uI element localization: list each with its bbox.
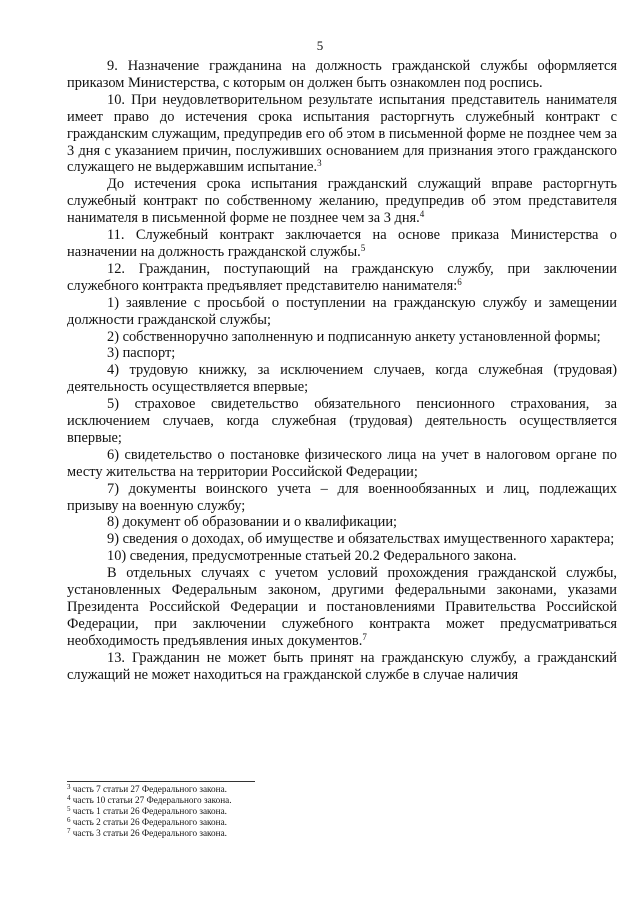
list-item-8: 8) документ об образовании и о квалификации; [107,514,398,531]
body-text [67,58,617,684]
footnote-ref: 3 [317,158,322,169]
footnote-6: $^6$ часть 2 статьи 26 Федерального закона. [67,816,227,827]
footnote-4: $^4$ часть 10 статьи 27 Федерального закона. [67,794,232,805]
footnote-ref: 7 [362,631,367,642]
paragraph-13: 13. Гражданин не может быть принят на гражданскую службу, а гражданский служащий не может находиться на гражданской службе в случае наличия [67,649,617,683]
paragraph-12: 12. Гражданин, поступающий на гражданскую службу, при заключении служебного контракта предъявляет представителю нанимателя:$^6$ [67,260,617,294]
list-item-1: 1) заявление с просьбой о поступлении на гражданскую службу и замещении должности гражданской службы; [67,294,617,328]
footnote-divider [67,781,255,782]
footnote-ref: 6 [457,276,462,287]
paragraph-11: 11. Служебный контракт заключается на основе приказа Министерства о назначении на должность гражданской службы.$^5$ [67,227,617,260]
footnotes [67,784,607,839]
list-item-3: 3) паспорт; [107,345,176,362]
paragraph-10-continued: До истечения срока испытания гражданский служащий вправе расторгнуть служебный контракт по собственному желанию, предупредив об этом представителя нанимателя в письменной форме не позднее чем за 3 дня.$^4$ [67,176,617,227]
list-item-6: 6) свидетельство о постановке физического лица на учет в налоговом органе по месту жительства на территории Российской Федерации; [67,446,617,480]
list-item-5: 5) страховое свидетельство обязательного пенсионного страхования, за исключением случаев, когда служебная (трудовая) деятельность осуществляется впервые; [67,396,617,446]
list-item-2: 2) собственноручно заполненную и подписанную анкету установленной формы; [107,328,601,345]
footnote-7: $^7$ часть 3 статьи 26 Федерального закона. [67,827,227,838]
footnote-5: $^5$ часть 1 статьи 26 Федерального закона. [67,805,227,816]
paragraph-12-continued: В отдельных случаях с учетом условий прохождения гражданской службы, установленных Федеральным законом, другими федеральными законами, указами Президента Российской Федерации и постановлениями Правительства Российской Федерации, при заключении служебного контракта может предусматриваться необходимость предъявления иных документов.$^7$ [67,565,617,649]
list-item-7: 7) документы воинского учета – для военнообязанных и лиц, подлежащих призыву на военную службу; [67,480,617,514]
list-item-9: 9) сведения о доходах, об имуществе и обязательствах имущественного характера; [107,531,615,548]
page-number: 5 [316,38,324,53]
footnote-ref: 4 [419,209,425,220]
footnote-3: $^3$ часть 7 статьи 27 Федерального закона. [67,783,227,794]
paragraph-10: 10. При неудовлетворительном результате испытания представитель нанимателя имеет право до истечения срока испытания расторгнуть служебный контракт с гражданским служащим, предупредив его об этом в письменной форме не позднее чем за 3 дня с указанием причин, послуживших основанием для признания этого гражданского служащего не выдержавшим испытание.$^3$ [67,91,617,176]
list-item-4: 4) трудовую книжку, за исключением случаев, когда служебная (трудовая) деятельность осуществляется впервые; [67,362,617,396]
paragraph-9: 9. Назначение гражданина на должность гражданской службы оформляется приказом Министерства, с которым он должен быть ознакомлен под роспись. [67,58,617,91]
footnote-ref: 5 [360,242,366,253]
list-item-10: 10) сведения, предусмотренные статьей 20.2 Федерального закона. [107,548,517,565]
